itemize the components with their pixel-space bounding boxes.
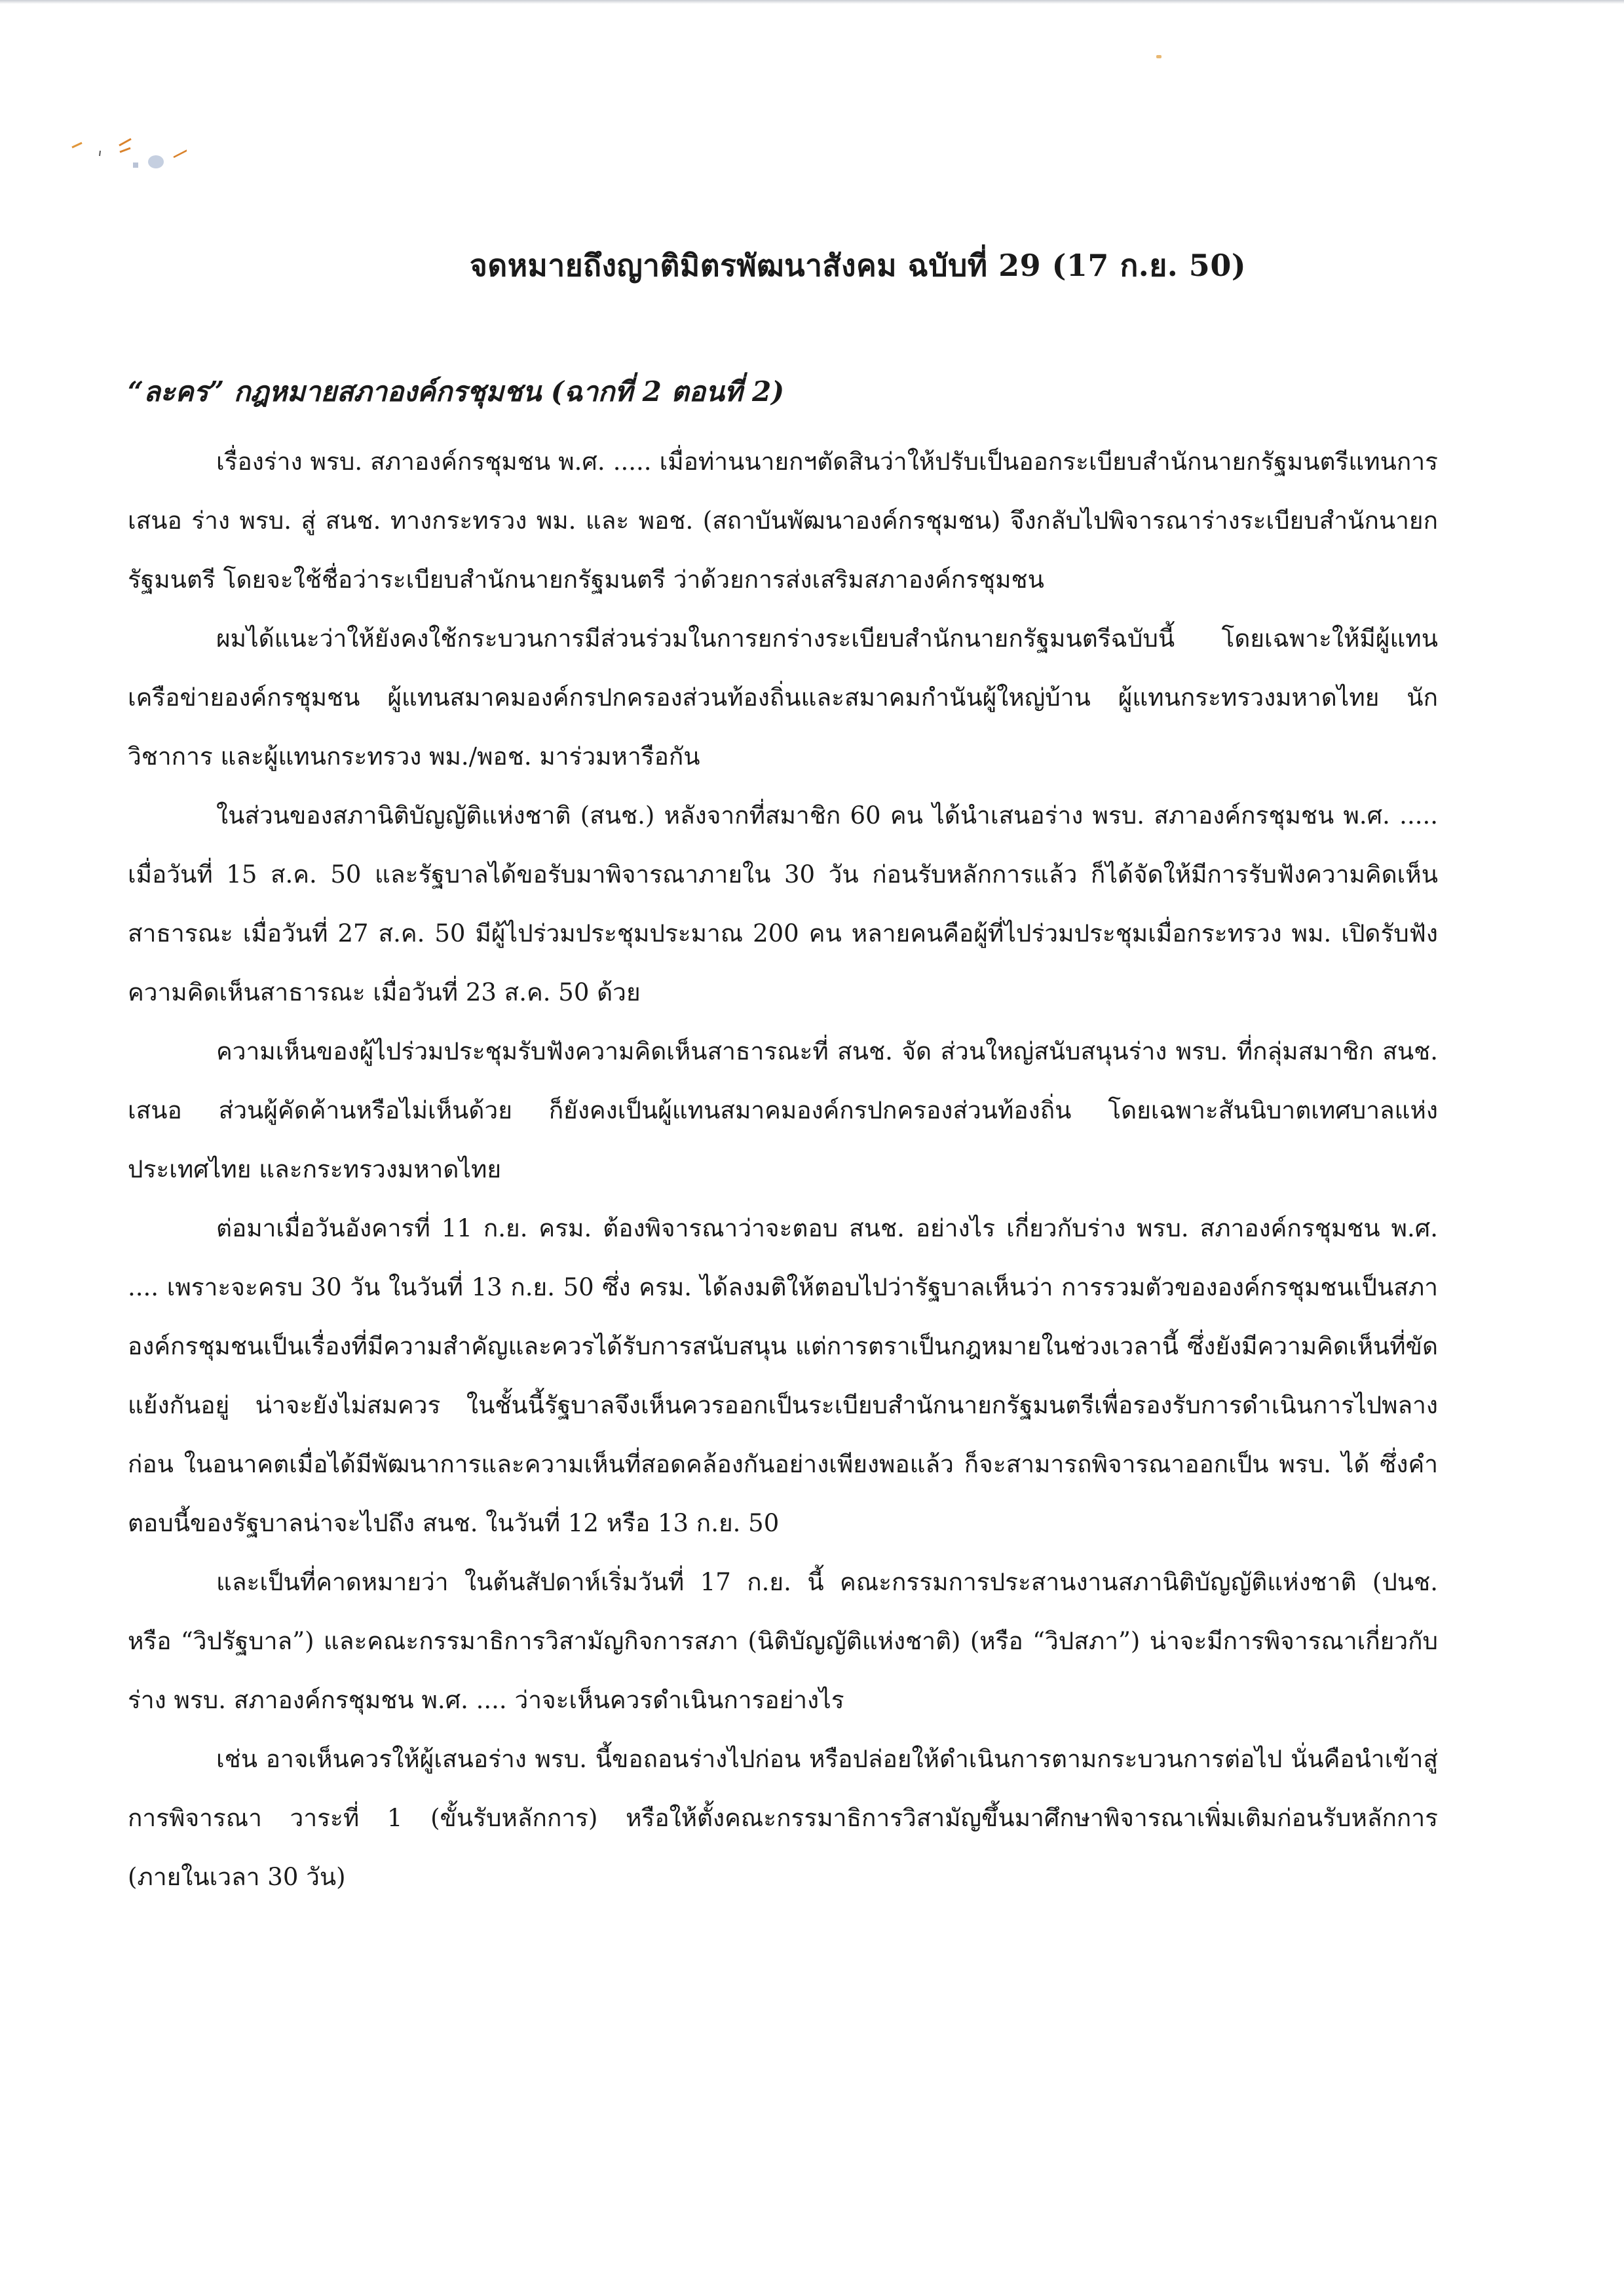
paragraph: ต่อมาเมื่อวันอังคารที่ 11 ก.ย. ครม. ต้องพิจารณาว่าจะตอบ สนช. อย่างไร เกี่ยวกับร่าง พรบ. สภาองค์กรชุมชน พ.ศ. .... เพราะจะครบ 30 วัน ในวันที่ 13 ก.ย. 50 ซึ่ง ครม. ได้ลงมติให้ตอบไปว่ารัฐบาลเห็นว่า การรวมตัวขององค์กรชุมชนเป็นสภาองค์กรชุมชนเป็นเรื่องที่มีความสำคัญและควรได้รับการสนับสนุน แต่การตราเป็นกฎหมายในช่วงเวลานี้ ซึ่งยังมีความคิดเห็นที่ขัดแย้งกันอยู่ น่าจะยังไม่สมควร ในชั้นนี้รัฐบาลจึงเห็นควรออกเป็นระเบียบสำนักนายกรัฐมนตรีเพื่อรองรับการดำเนินการไปพลางก่อน ในอนาคตเมื่อได้มีพัฒนาการและความเห็นที่สอดคล้องกันอย่างเพียงพอแล้ว ก็จะสามารถพิจารณาออกเป็น พรบ. ได้ ซึ่งคำตอบนี้ของรัฐบาลน่าจะไปถึง สนช. ในวันที่ 12 หรือ 13 ก.ย. 50 — [128, 1214, 1438, 1537]
paragraph: ผมได้แนะว่าให้ยังคงใช้กระบวนการมีส่วนร่วมในการยกร่างระเบียบสำนักนายกรัฐมนตรีฉบับนี้ โดยเฉพาะให้มีผู้แทนเครือข่ายองค์กรชุมชน ผู้แทนสมาคมองค์กรปกครองส่วนท้องถิ่นและสมาคมกำนันผู้ใหญ่บ้าน ผู้แทนกระทรวงมหาดไทย นักวิชาการ และผู้แทนกระทรวง พม./พอช. มาร่วมหารือกัน — [128, 624, 1438, 771]
document-body — [128, 432, 1438, 1907]
document-title: จดหมายถึงญาติมิตรพัฒนาสังคม ฉบับที่ 29 (17 ก.ย. 50) — [469, 247, 1247, 283]
paragraph: เรื่องร่าง พรบ. สภาองค์กรชุมชน พ.ศ. ..... เมื่อท่านนายกฯตัดสินว่าให้ปรับเป็นออกระเบียบสำนักนายกรัฐมนตรีแทนการเสนอ ร่าง พรบ. สู่ สนช. ทางกระทรวง พม. และ พอช. (สถาบันพัฒนาองค์กรชุมชน) จึงกลับไปพิจารณาร่างระเบียบสำนักนายกรัฐมนตรี โดยจะใช้ชื่อว่าระเบียบสำนักนายกรัฐมนตรี ว่าด้วยการส่งเสริมสภาองค์กรชุมชน — [128, 448, 1438, 594]
paragraph: ในส่วนของสภานิติบัญญัติแห่งชาติ (สนช.) หลังจากที่สมาชิก 60 คน ได้นำเสนอร่าง พรบ. สภาองค์กรชุมชน พ.ศ. ..... เมื่อวันที่ 15 ส.ค. 50 และรัฐบาลได้ขอรับมาพิจารณาภายใน 30 วัน ก่อนรับหลักการแล้ว ก็ได้จัดให้มีการรับฟังความคิดเห็นสาธารณะ เมื่อวันที่ 27 ส.ค. 50 มีผู้ไปร่วมประชุมประมาณ 200 คน หลายคนคือผู้ที่ไปร่วมประชุมเมื่อกระทรวง พม. เปิดรับฟังความคิดเห็นสาธารณะ เมื่อวันที่ 23 ส.ค. 50 ด้วย — [128, 801, 1438, 1006]
paragraph: ความเห็นของผู้ไปร่วมประชุมรับฟังความคิดเห็นสาธารณะที่ สนช. จัด ส่วนใหญ่สนับสนุนร่าง พรบ. ที่กลุ่มสมาชิก สนช. เสนอ ส่วนผู้คัดค้านหรือไม่เห็นด้วย ก็ยังคงเป็นผู้แทนสมาคมองค์กรปกครองส่วนท้องถิ่น โดยเฉพาะสันนิบาตเทศบาลแห่งประเทศไทย และกระทรวงมหาดไทย — [128, 1037, 1438, 1183]
scan-page-edge — [0, 0, 1624, 4]
scan-speck — [1156, 55, 1161, 58]
paragraph: เช่น อาจเห็นควรให้ผู้เสนอร่าง พรบ. นี้ขอถอนร่างไปก่อน หรือปล่อยให้ดำเนินการตามกระบวนการต่อไป นั่นคือนำเข้าสู่การพิจารณา วาระที่ 1 (ขั้นรับหลักการ) หรือให้ตั้งคณะกรรมาธิการวิสามัญขึ้นมาศึกษาพิจารณาเพิ่มเติมก่อนรับหลักการ (ภายในเวลา 30 วัน) — [128, 1745, 1438, 1891]
scan-artifact-marks — [36, 105, 187, 177]
paragraph: และเป็นที่คาดหมายว่า ในต้นสัปดาห์เริ่มวันที่ 17 ก.ย. นี้ คณะกรรมการประสานงานสภานิติบัญญัติแห่งชาติ (ปนช. หรือ “วิปรัฐบาล”) และคณะกรรมาธิการวิสามัญกิจการสภา (นิติบัญญัติแห่งชาติ) (หรือ “วิปสภา”) น่าจะมีการพิจารณาเกี่ยวกับ ร่าง พรบ. สภาองค์กรชุมชน พ.ศ. .... ว่าจะเห็นควรดำเนินการอย่างไร — [128, 1568, 1438, 1714]
section-heading: “ละคร” กฎหมายสภาองค์กรชุมชน (ฉากที่ 2 ตอนที่ 2) — [128, 375, 785, 408]
